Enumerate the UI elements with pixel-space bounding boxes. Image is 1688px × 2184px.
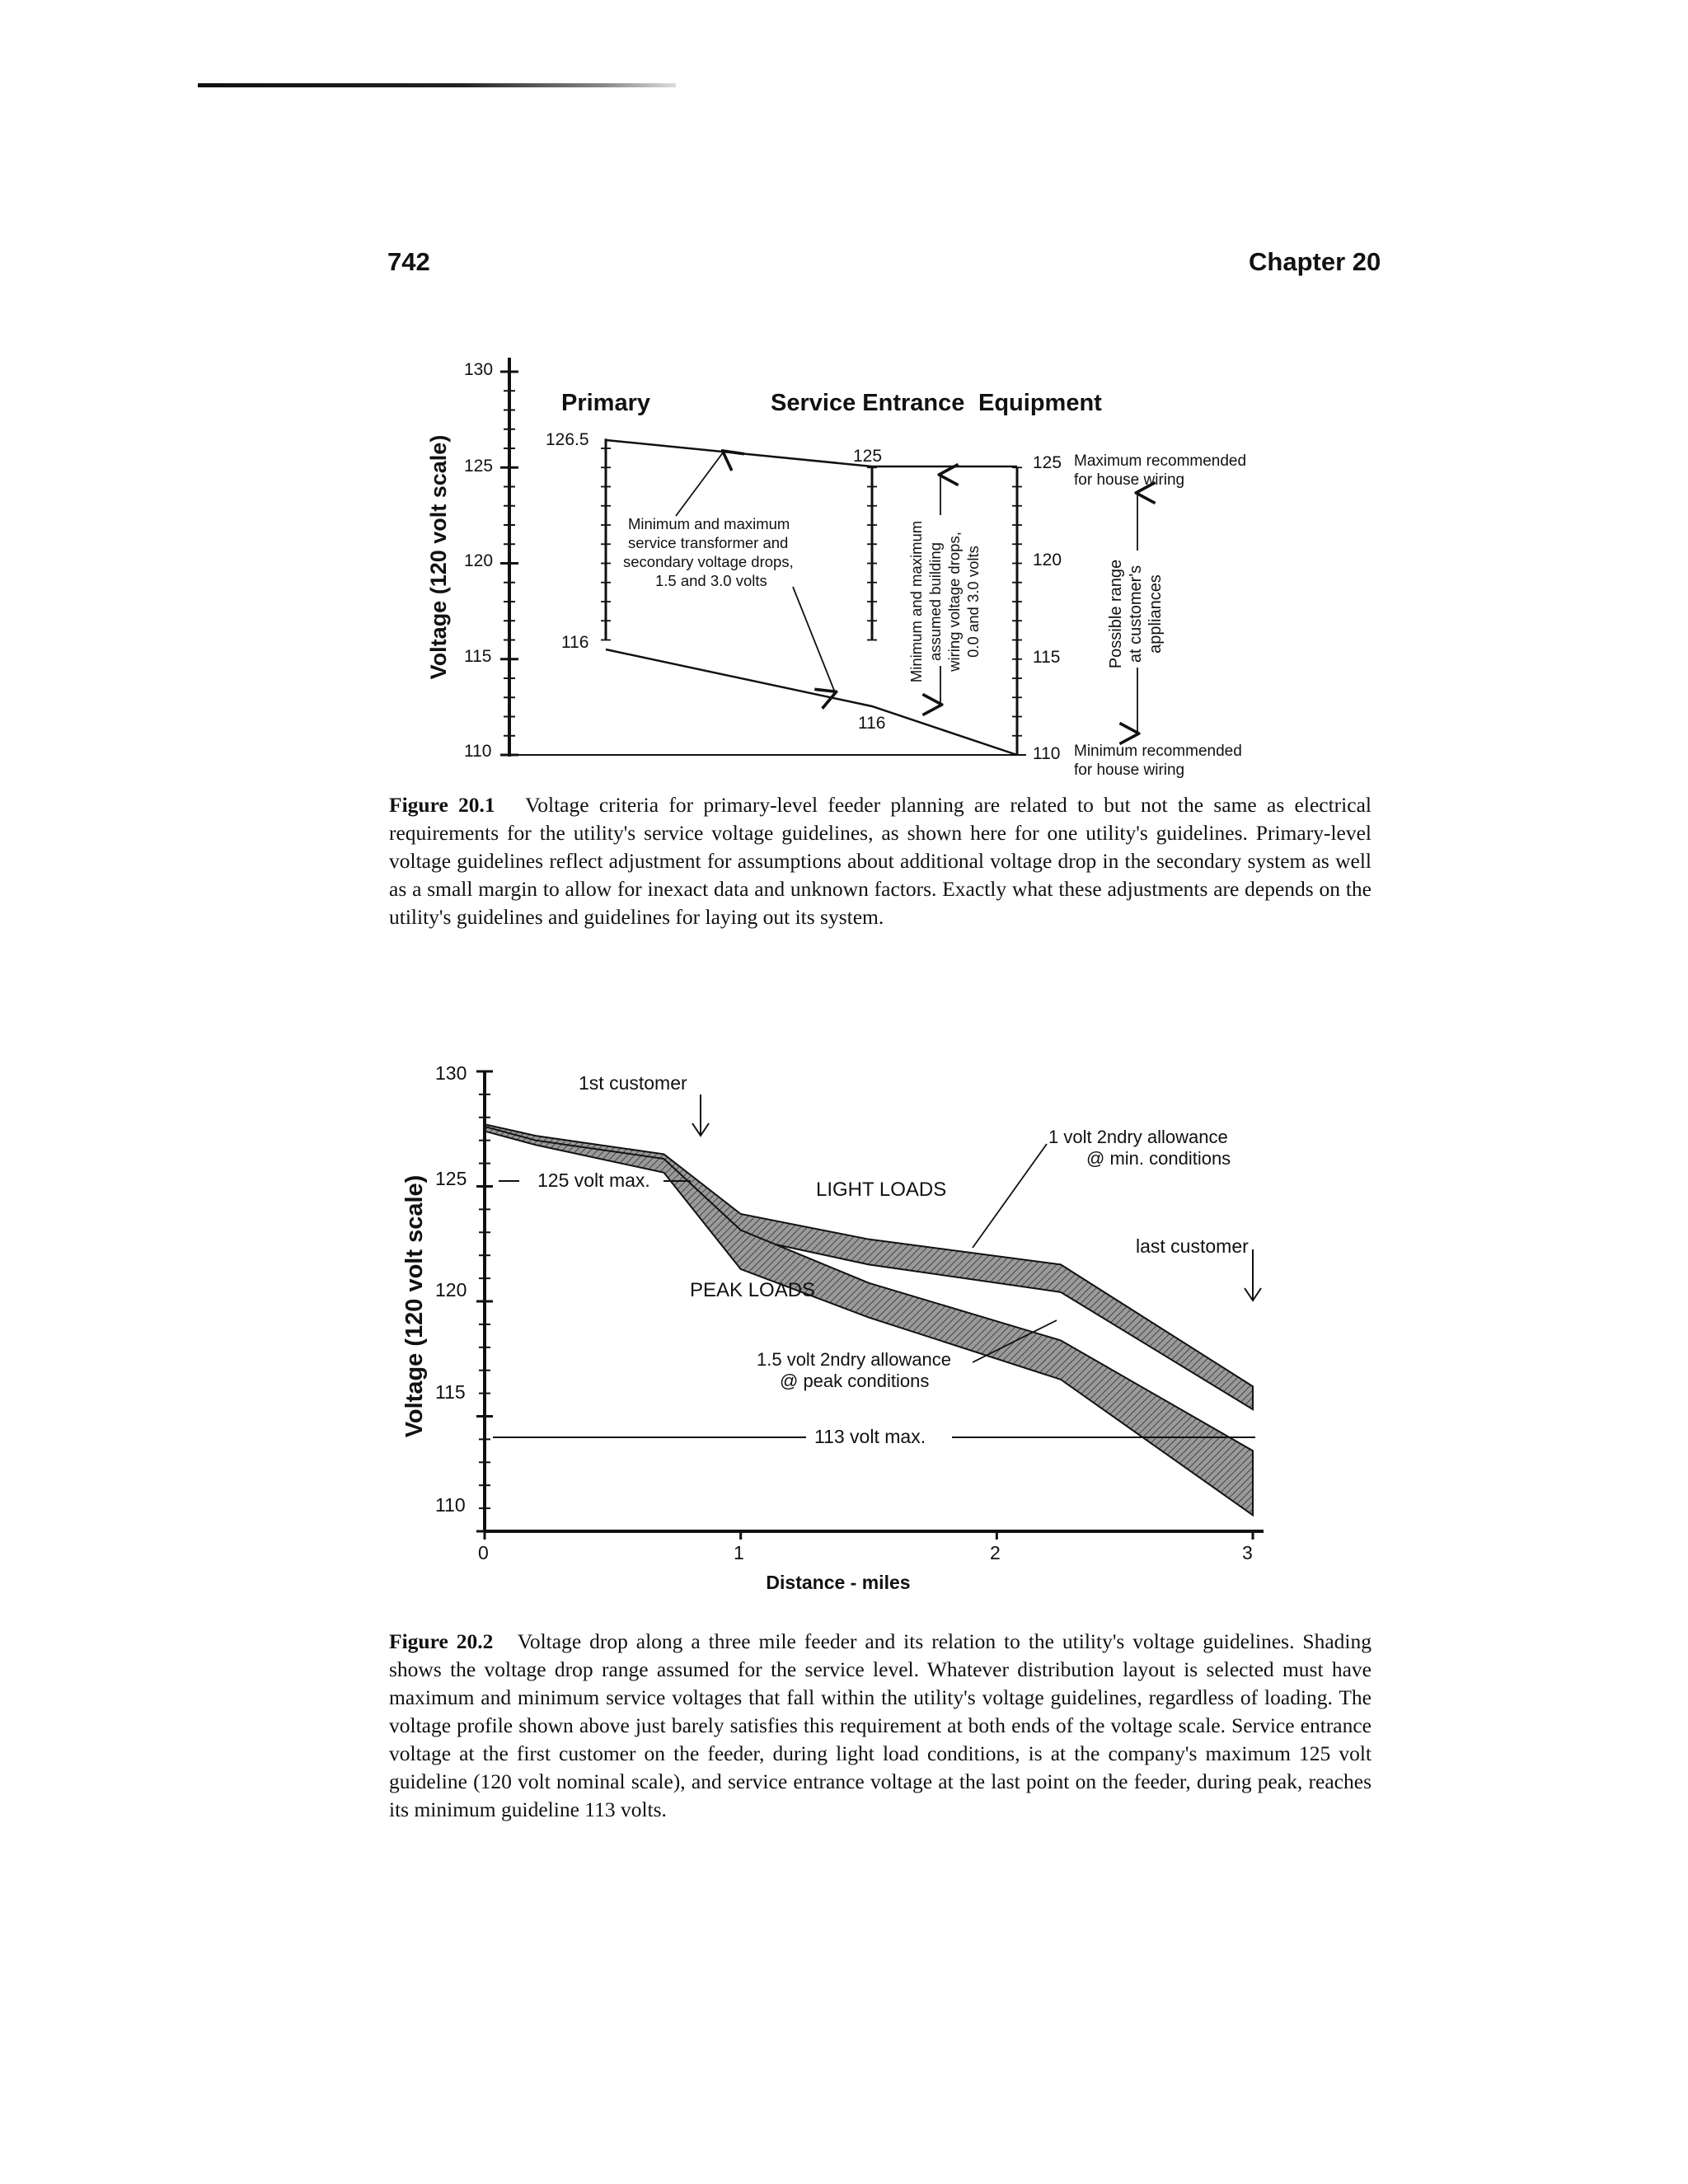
fig1-building-note-2: assumed building <box>926 542 944 661</box>
fig2-peak-allowance-2: @ peak conditions <box>780 1371 930 1391</box>
fig1-label-120-equip: 120 <box>1033 551 1062 569</box>
fig2-first-customer-label: 1st customer <box>579 1072 687 1094</box>
fig2-x-tick-3: 3 <box>1242 1542 1253 1563</box>
figure-1-caption-text: Voltage criteria for primary-level feeder planning are related to but not the same as electrical requirements for the utility's service voltage guidelines, as shown here for one utility's guidelines. Primary-level voltage guidelines reflect adjustment for assumptions about additional voltage drop in the secondary system as well as a small margin to allow for inexact data and unknown factors. Exactly what these adjustments are depends on the utility's guidelines and guidelines for laying out its system. <box>389 793 1372 929</box>
fig2-last-customer-label: last customer <box>1136 1235 1249 1257</box>
fig2-light-allowance-pointer <box>973 1144 1047 1248</box>
fig2-x-tick-1: 1 <box>734 1542 744 1563</box>
fig1-y-ticks <box>500 372 518 755</box>
fig1-transformer-note-4: 1.5 and 3.0 volts <box>655 572 767 589</box>
fig2-y-tick-125: 125 <box>435 1168 467 1189</box>
fig1-arrow-down-line <box>793 587 835 692</box>
fig2-y-axis-label: Voltage (120 volt scale) <box>401 1174 428 1438</box>
figure-2-caption <box>389 1628 1372 1824</box>
fig2-peak-loads-label: PEAK LOADS <box>690 1279 816 1301</box>
fig2-x-tick-0: 0 <box>478 1542 489 1563</box>
fig1-title-primary: Primary <box>561 390 651 416</box>
fig1-label-125-service: 125 <box>853 447 883 466</box>
figure-20-1 <box>0 0 1688 808</box>
fig1-y-tick-120: 120 <box>464 551 494 570</box>
fig2-light-allowance-1: 1 volt 2ndry allowance <box>1048 1127 1228 1147</box>
fig2-y-tick-110: 110 <box>435 1494 466 1516</box>
fig1-y-axis-label: Voltage (120 volt scale) <box>426 434 451 680</box>
fig2-x-tick-2: 2 <box>990 1542 1001 1563</box>
fig1-label-116-service: 116 <box>858 714 886 733</box>
figure-2-caption-label: Figure 20.2 <box>389 1629 494 1653</box>
figure-1-caption <box>389 791 1372 931</box>
fig1-appliance-note-3: appliances <box>1146 574 1165 654</box>
fig1-label-110-equip: 110 <box>1033 744 1061 763</box>
fig1-max-profile <box>606 440 1017 466</box>
fig2-min-line-label: 113 volt max. <box>814 1426 926 1447</box>
fig1-y-tick-130: 130 <box>464 360 494 379</box>
fig1-transformer-note-2: service transformer and <box>628 534 789 551</box>
fig2-y-tick-120: 120 <box>435 1279 467 1301</box>
figure-20-2 <box>0 1055 1688 1615</box>
fig1-building-note-3: wiring voltage drops, <box>945 532 963 672</box>
fig2-y-tick-130: 130 <box>435 1062 467 1084</box>
fig2-light-allowance-2: @ min. conditions <box>1086 1148 1231 1169</box>
fig1-max-note-2: for house wiring <box>1074 471 1185 489</box>
fig1-max-note-1: Maximum recommended <box>1074 452 1247 470</box>
fig1-transformer-note-3: secondary voltage drops, <box>623 553 794 570</box>
fig2-x-axis-label: Distance - miles <box>766 1572 911 1593</box>
fig2-peak-allowance-1: 1.5 volt 2ndry allowance <box>757 1349 952 1370</box>
fig1-appliance-note <box>1107 560 1165 668</box>
fig1-arrow-up-line <box>676 452 724 516</box>
chapter-title: Chapter 20 <box>1249 247 1381 276</box>
figure-1-caption-label: Figure 20.1 <box>389 793 495 817</box>
fig1-building-note <box>907 521 982 682</box>
fig1-y-tick-110: 110 <box>464 742 492 761</box>
fig1-appliance-note-2: at customer's <box>1127 565 1145 663</box>
fig1-title-service: Service Entrance <box>771 390 965 416</box>
fig1-title-equipment: Equipment <box>978 390 1102 416</box>
fig1-building-note-4: 0.0 and 3.0 volts <box>964 546 982 658</box>
fig1-label-125-equip: 125 <box>1033 453 1062 472</box>
fig1-label-115-equip: 115 <box>1033 648 1061 667</box>
fig1-transformer-note-1: Minimum and maximum <box>628 515 790 532</box>
fig1-building-note-1: Minimum and maximum <box>907 520 925 683</box>
fig2-y-tick-115: 115 <box>435 1381 466 1403</box>
page-number: 742 <box>387 247 430 276</box>
fig1-min-note-1: Minimum recommended <box>1074 743 1242 760</box>
fig2-light-loads-label: LIGHT LOADS <box>816 1179 947 1201</box>
fig1-min-note-2: for house wiring <box>1074 762 1185 779</box>
fig2-max-line-label: 125 volt max. <box>537 1169 650 1191</box>
fig1-y-tick-115: 115 <box>464 647 492 666</box>
fig1-appliance-note-1: Possible range <box>1107 559 1125 669</box>
fig1-y-tick-125: 125 <box>464 457 494 476</box>
figure-2-caption-text: Voltage drop along a three mile feeder and its relation to the utility's voltage guidelines. Shading shows the voltage drop range assumed for the service level. Whatever distribution layout is selected must have maximum and minimum service voltages that fall within the utility's voltage guidelines, regardless of loading. The voltage profile shown above just barely satisfies this requirement at both ends of the voltage scale. Service entrance voltage at the first customer on the feeder, during light load conditions, is at the company's maximum 125 volt guideline (120 volt nominal scale), and service entrance voltage at the last point on the feeder, during peak, reaches its minimum guideline 113 volts. <box>389 1629 1372 1821</box>
fig1-label-116-primary: 116 <box>561 633 589 652</box>
fig1-label-126-5: 126.5 <box>546 430 589 449</box>
